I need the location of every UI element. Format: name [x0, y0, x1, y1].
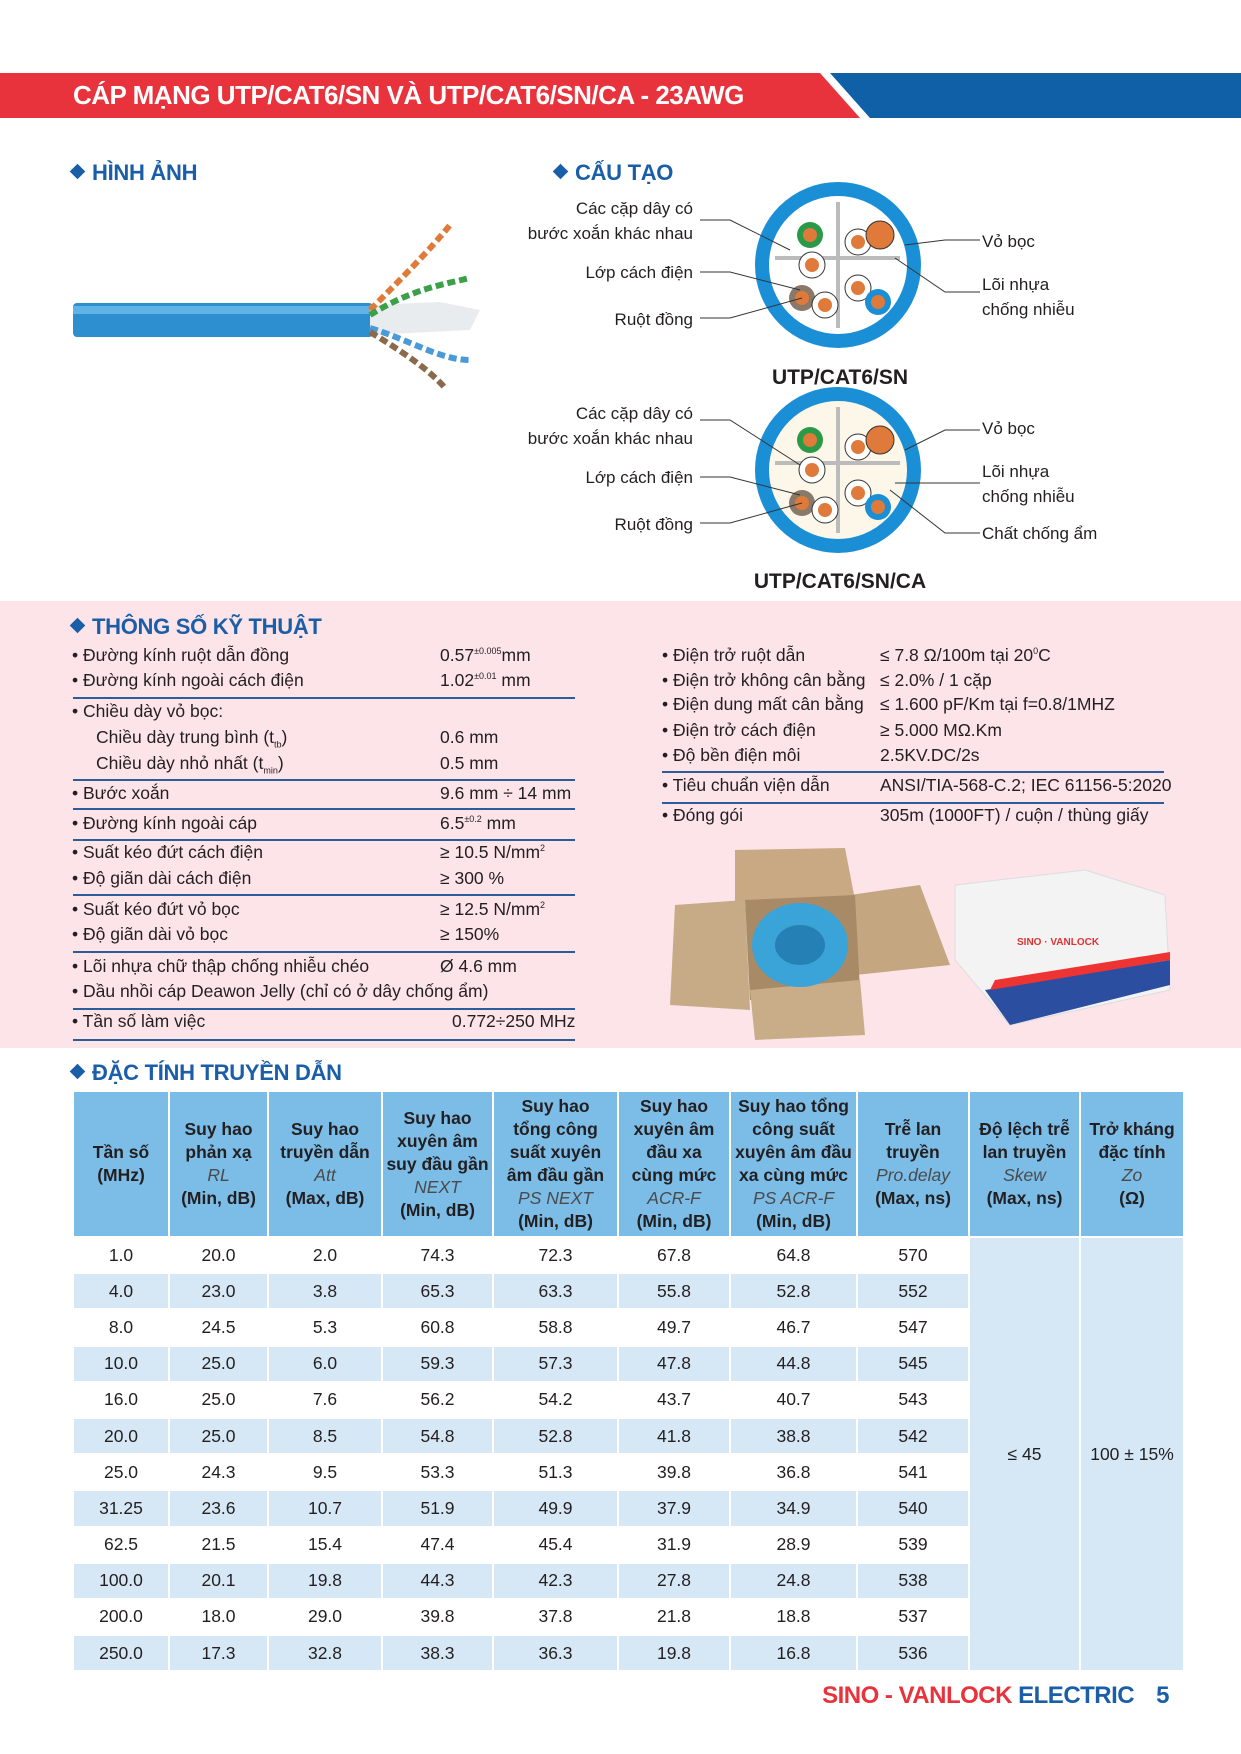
spec-label-text: • Đường kính ruột dẫn đồng: [72, 645, 290, 665]
spec-label: • Điện trở ruột dẫn: [662, 645, 806, 665]
spec-value: [880, 722, 1002, 740]
spec-value-text: 6.5: [440, 813, 465, 833]
spec-label: [72, 815, 257, 833]
table-cell: 20.1: [170, 1564, 267, 1598]
table-cell: 51.9: [383, 1491, 492, 1525]
spec-value-text: 2.5KV.DC/2s: [880, 745, 980, 765]
cable-photo: [70, 210, 490, 390]
table-cell: 20.0: [201, 1244, 236, 1265]
spec-value-text: ≥ 150%: [440, 924, 500, 944]
table-cell: 9.5: [312, 1461, 338, 1482]
header-line: Suy hao: [290, 1119, 360, 1139]
spec-superscript: ±0.01: [474, 671, 497, 682]
table-cell: 8.0: [108, 1316, 134, 1337]
table-cell: 47.4: [420, 1534, 455, 1555]
spec-value: [440, 870, 504, 888]
table-header-cell: [74, 1092, 168, 1236]
header-line: đặc tính: [1098, 1142, 1166, 1162]
header-line: xuyên âm: [633, 1119, 715, 1139]
label-line: chống nhiễu: [982, 487, 1075, 506]
table-cell: 541: [898, 1461, 928, 1482]
header-abbr: RL: [207, 1165, 230, 1185]
header-line: tổng công: [513, 1119, 598, 1139]
table-cell: 23.0: [170, 1274, 267, 1308]
spec-value-text: 305m (1000FT) / cuộn / thùng giấy: [880, 805, 1149, 825]
spec-label: • Điện dung mất cân bằng: [662, 694, 864, 714]
header-line: Độ lệch trễ: [979, 1119, 1070, 1139]
header-abbr: Pro.delay: [876, 1165, 950, 1185]
spec-superscript: ±0.2: [464, 814, 482, 825]
label-line: bước xoắn khác nhau: [527, 224, 693, 243]
label-water-blocking: Chất chống ẩm: [982, 524, 1098, 543]
skew-cell: ≤ 45: [970, 1238, 1079, 1670]
table-cell: 52.8: [494, 1419, 617, 1453]
header-line: Suy hao: [403, 1107, 472, 1128]
spec-value-text: 0.772÷250 MHz: [452, 1011, 576, 1031]
table-cell: 49.9: [494, 1491, 617, 1525]
spec-label: [72, 672, 304, 690]
table-cell: 63.3: [494, 1274, 617, 1308]
table-cell: 39.8: [420, 1606, 455, 1627]
table-cell: 16.8: [731, 1636, 856, 1670]
spec-value-text: 0.6 mm: [440, 727, 499, 747]
header-unit: (Min, dB): [756, 1211, 831, 1231]
label-line: chống nhiễu: [982, 300, 1075, 319]
diamond-bullet-icon: [70, 164, 86, 180]
header-line: Suy hao: [639, 1096, 709, 1116]
header-unit: (Min, dB): [636, 1211, 712, 1231]
label-line: Lõi nhựa: [982, 462, 1050, 481]
table-header-cell: [731, 1092, 856, 1236]
spec-label-end: ): [277, 753, 284, 773]
header-abbr: Skew: [1003, 1165, 1046, 1185]
header-line: Suy hao tổng: [738, 1096, 849, 1116]
table-cell: 36.3: [494, 1636, 617, 1670]
table-cell: 41.8: [619, 1419, 729, 1453]
spec-value: [440, 785, 571, 803]
table-header-cell: [383, 1092, 492, 1236]
header-line: suy đầu gần: [386, 1153, 489, 1174]
spec-value: [440, 755, 498, 773]
table-cell: 537: [898, 1606, 928, 1627]
divider-line: [73, 1039, 575, 1041]
header-line: xuyên âm đầu: [735, 1142, 852, 1162]
spec-value-text: Ø 4.6 mm: [440, 956, 517, 976]
table-cell: 60.8: [420, 1316, 455, 1337]
table-cell: 24.8: [731, 1564, 856, 1598]
header-line: Suy hao: [184, 1119, 253, 1139]
table-cell: 31.25: [74, 1491, 168, 1525]
spec-label: • Độ bền điện môi: [662, 745, 801, 765]
divider-line: [662, 771, 1164, 773]
spec-value: [440, 926, 499, 944]
spec-unit: mm: [496, 670, 531, 690]
table-cell: 200.0: [99, 1606, 143, 1627]
header-abbr: Zo: [1121, 1165, 1143, 1185]
diamond-bullet-icon: [553, 164, 569, 180]
table-header-cell: [269, 1092, 381, 1236]
divider-line: [662, 802, 1164, 804]
title-band-accent: [830, 73, 1241, 118]
table-cell: 52.8: [731, 1274, 856, 1308]
label-jacket: Vỏ bọc: [982, 232, 1035, 251]
divider-line: [73, 839, 575, 841]
table-cell: 552: [858, 1274, 968, 1308]
section-structure-heading: [555, 160, 673, 186]
spec-superscript: ±0.005: [474, 646, 502, 657]
spec-value: [880, 747, 980, 765]
header-line: đầu xa: [646, 1142, 702, 1162]
table-cell: 58.8: [538, 1316, 573, 1337]
spec-label: [72, 703, 223, 721]
table-cell: 5.3: [312, 1316, 338, 1337]
spec-value: [452, 1013, 575, 1031]
spec-label: [96, 729, 287, 750]
table-cell: 543: [898, 1389, 928, 1410]
table-cell: 538: [858, 1564, 968, 1598]
spec-value-text: ≥ 5.000 MΩ.Km: [880, 720, 1002, 740]
table-cell: 54.8: [383, 1419, 492, 1453]
spec-value-text: 0.5 mm: [440, 753, 499, 773]
table-cell: 25.0: [201, 1389, 236, 1410]
spec-label: • Tiêu chuẩn viện dẫn: [662, 775, 830, 795]
diamond-bullet-icon: [70, 618, 86, 634]
table-cell: 250.0: [74, 1636, 168, 1670]
spec-label: [72, 844, 263, 862]
table-cell: 36.8: [776, 1461, 811, 1482]
table-cell: 54.2: [538, 1389, 573, 1410]
table-cell: 21.5: [201, 1534, 236, 1555]
table-cell: 10.0: [74, 1347, 168, 1381]
header-line: Trễ lan: [884, 1119, 942, 1139]
spec-unit: mm: [481, 813, 516, 833]
spec-value-text: ≥ 12.5 N/mm: [440, 899, 541, 919]
table-cell: 25.0: [170, 1347, 267, 1381]
spec-subscript: min: [263, 765, 278, 776]
spec-label: [72, 983, 488, 1001]
table-cell: 47.8: [619, 1347, 729, 1381]
spec-value: [440, 729, 498, 747]
table-cell: 65.3: [383, 1274, 492, 1308]
spec-unit: C: [1038, 645, 1051, 665]
spec-value-text: 0.57: [440, 645, 475, 665]
label-copper-core: Ruột đồng: [614, 515, 693, 534]
table-cell: 67.8: [656, 1244, 692, 1265]
spec-value: [440, 958, 517, 976]
spec-superscript: 0: [1033, 646, 1039, 657]
table-cell: 16.0: [103, 1389, 139, 1410]
spec-value: [440, 672, 531, 690]
header-abbr: Att: [314, 1165, 336, 1185]
header-unit: (Min, dB): [518, 1211, 593, 1231]
brand-blue: ELECTRIC: [1018, 1682, 1135, 1709]
header-line: truyền: [886, 1142, 940, 1162]
brand-red: SINO - VANLOCK: [822, 1682, 1012, 1709]
table-cell: 56.2: [420, 1389, 455, 1410]
label-line: Các cặp dây có: [575, 404, 693, 423]
spec-value: [880, 647, 1051, 665]
impedance-cell: 100 ± 15%: [1081, 1238, 1183, 1670]
table-cell: 34.9: [731, 1491, 856, 1525]
spec-label-text: • Độ giãn dài vỏ bọc: [72, 924, 228, 944]
header-abbr: NEXT: [414, 1176, 461, 1197]
table-cell: 21.8: [656, 1606, 692, 1627]
spec-value: [880, 777, 1172, 795]
divider-line: [73, 951, 575, 953]
spec-subscript: tb: [274, 739, 282, 750]
header-line: Tần số: [92, 1142, 150, 1162]
table-cell: 18.8: [776, 1606, 811, 1627]
spec-value-text: ≥ 300 %: [440, 868, 505, 888]
table-cell: 31.9: [656, 1534, 692, 1555]
section-specs-heading: [72, 614, 322, 640]
packaging-photos: [665, 840, 1185, 1040]
table-cell: 37.9: [619, 1491, 729, 1525]
divider-line: [73, 808, 575, 810]
spec-value-text: ≤ 2.0% / 1 cặp: [880, 670, 992, 690]
table-cell: 2.0: [312, 1244, 338, 1265]
table-cell: 40.7: [776, 1389, 811, 1410]
table-cell: 19.8: [619, 1636, 729, 1670]
table-cell: 23.6: [170, 1491, 267, 1525]
spec-label-end: ): [281, 727, 288, 747]
header-abbr: PS NEXT: [518, 1188, 593, 1208]
table-cell: 545: [858, 1347, 968, 1381]
section-label: ĐẶC TÍNH TRUYỀN DẪN: [92, 1060, 342, 1085]
svg-text:SINO · VANLOCK: SINO · VANLOCK: [1017, 937, 1100, 948]
table-cell: 38.8: [731, 1419, 856, 1453]
spec-label-text: • Lõi nhựa chữ thập chống nhiễu chéo: [72, 956, 370, 976]
label-cross-filler: [982, 276, 1075, 318]
table-header-cell: [1081, 1092, 1183, 1236]
spec-label-text: Chiều dày nhỏ nhất (t: [96, 753, 264, 773]
table-cell: 57.3: [494, 1347, 617, 1381]
table-cell: 38.3: [383, 1636, 492, 1670]
cable-cross-section-sn: [690, 180, 990, 350]
header-unit: (Min, dB): [181, 1188, 256, 1208]
table-cell: 6.0: [269, 1347, 381, 1381]
table-cell: 49.7: [656, 1316, 692, 1337]
spec-label: • Điện trở không cân bằng: [662, 670, 866, 690]
section-label: CẤU TẠO: [575, 160, 674, 185]
section-transmission-heading: [72, 1060, 342, 1086]
spec-value-text: ANSI/TIA-568-C.2; IEC 61156-5:2020: [880, 775, 1172, 795]
spec-label: [72, 901, 240, 919]
label-jacket: Vỏ bọc: [982, 419, 1035, 438]
spec-value: [880, 807, 1148, 825]
divider-line: [73, 894, 575, 896]
label-line: bước xoắn khác nhau: [527, 429, 693, 448]
table-cell: 8.5: [269, 1419, 381, 1453]
page-title: CÁP MẠNG UTP/CAT6/SN VÀ UTP/CAT6/SN/CA - 23AWG: [73, 80, 744, 110]
header-line: xuyên âm: [397, 1130, 478, 1151]
table-cell: 51.3: [538, 1461, 573, 1482]
header-line: cùng mức: [631, 1165, 717, 1185]
table-header-cell: [494, 1092, 617, 1236]
table-cell: 570: [898, 1244, 928, 1265]
spec-label-text: • Chiều dày vỏ bọc:: [72, 701, 224, 721]
table-cell: 39.8: [656, 1461, 692, 1482]
header-abbr: ACR-F: [647, 1188, 701, 1208]
spec-label-text: Chiều dày trung bình (t: [96, 727, 275, 747]
spec-value-text: ≥ 10.5 N/mm: [440, 842, 541, 862]
spec-label-text: • Đường kính ngoài cáp: [72, 813, 257, 833]
header-unit: (Max, ns): [875, 1188, 951, 1208]
table-cell: 24.3: [201, 1461, 236, 1482]
table-cell: 29.0: [307, 1606, 343, 1627]
table-cell: 64.8: [776, 1244, 811, 1265]
table-cell: 59.3: [383, 1347, 492, 1381]
header-line: (MHz): [97, 1165, 145, 1185]
table-cell: 542: [858, 1419, 968, 1453]
table-cell: 1.0: [108, 1244, 134, 1265]
spec-superscript: 2: [540, 900, 546, 911]
table-cell: 539: [898, 1534, 928, 1555]
table-cell: 44.8: [731, 1347, 856, 1381]
header-line: Suy hao: [521, 1096, 590, 1116]
divider-line: [73, 1008, 575, 1010]
table-cell: 44.3: [383, 1564, 492, 1598]
table-cell: 15.4: [307, 1534, 343, 1555]
table-cell: 74.3: [420, 1244, 455, 1265]
header-line: công suất: [752, 1119, 835, 1139]
spec-label-text: • Dầu nhồi cáp Deawon Jelly (chỉ có ở dây chống ẩm): [72, 981, 489, 1001]
label-insulation: Lớp cách điện: [585, 468, 693, 487]
table-cell: 25.0: [103, 1461, 139, 1482]
table-header-cell: [170, 1092, 267, 1236]
table-header-cell: [858, 1092, 968, 1236]
spec-superscript: 2: [540, 843, 546, 854]
table-cell: 37.8: [538, 1606, 573, 1627]
header-line: suất xuyên: [509, 1142, 602, 1162]
table-cell: 536: [858, 1636, 968, 1670]
header-line: lan truyền: [982, 1142, 1067, 1162]
spec-label: [72, 785, 169, 803]
header-line: Trở kháng: [1089, 1119, 1175, 1139]
table-cell: 19.8: [269, 1564, 381, 1598]
table-cell: 4.0: [74, 1274, 168, 1308]
table-cell: 72.3: [538, 1244, 573, 1265]
label-insulation: Lớp cách điện: [585, 263, 693, 282]
header-line: truyền dẫn: [280, 1142, 370, 1162]
label-twisted-pairs: [528, 405, 693, 447]
table-cell: 100.0: [74, 1564, 168, 1598]
spec-label: [72, 1013, 205, 1031]
spec-label: [72, 870, 251, 888]
page-number: 5: [1156, 1682, 1169, 1709]
table-cell: 7.6: [312, 1389, 338, 1410]
table-cell: 18.0: [201, 1606, 236, 1627]
spec-value: [440, 901, 545, 919]
spec-unit: mm: [501, 645, 531, 665]
spec-label: [72, 926, 228, 944]
label-cross-filler: [982, 463, 1075, 505]
spec-label-text: • Suất kéo đứt cách điện: [72, 842, 264, 862]
spec-label-text: • Suất kéo đứt vỏ bọc: [72, 899, 240, 919]
spec-value: [880, 672, 992, 690]
transmission-table: [72, 1090, 1185, 1672]
table-cell: 10.7: [269, 1491, 381, 1525]
diagram-caption-sn: UTP/CAT6/SN: [771, 366, 909, 389]
divider-line: [73, 697, 575, 699]
table-row: [74, 1238, 1183, 1272]
label-copper-core: Ruột đồng: [614, 310, 693, 329]
divider-line: [73, 779, 575, 781]
header-unit: (Min, dB): [400, 1199, 475, 1220]
spec-label-text: • Tần số làm việc: [72, 1011, 206, 1031]
table-cell: 42.3: [494, 1564, 617, 1598]
spec-value: [440, 647, 531, 665]
table-cell: 32.8: [269, 1636, 381, 1670]
header-abbr: PS ACR-F: [752, 1188, 835, 1208]
table-cell: 3.8: [269, 1274, 381, 1308]
header-line: âm đầu gần: [506, 1165, 605, 1185]
spec-label-text: • Đường kính ngoài cách điện: [72, 670, 304, 690]
spec-label: [96, 755, 284, 776]
header-unit: (Max, dB): [285, 1188, 365, 1208]
label-line: Các cặp dây có: [575, 199, 693, 218]
footer-brand: [822, 1682, 1169, 1710]
spec-label: [72, 647, 289, 665]
diagram-caption-sn-ca: UTP/CAT6/SN/CA: [753, 570, 927, 593]
spec-value: [440, 844, 545, 862]
label-twisted-pairs: [528, 200, 693, 242]
table-cell: 53.3: [420, 1461, 455, 1482]
header-unit: (Ω): [1119, 1188, 1145, 1208]
spec-value: [880, 696, 1115, 714]
table-cell: 540: [858, 1491, 968, 1525]
table-cell: 547: [898, 1316, 928, 1337]
header-line: phản xạ: [185, 1142, 252, 1162]
table-cell: 43.7: [656, 1389, 692, 1410]
table-cell: 28.9: [776, 1534, 811, 1555]
table-cell: 45.4: [538, 1534, 573, 1555]
section-label: THÔNG SỐ KỸ THUẬT: [92, 614, 322, 639]
table-cell: 17.3: [170, 1636, 267, 1670]
table-cell: 27.8: [619, 1564, 729, 1598]
header-line: xa cùng mức: [739, 1165, 848, 1185]
spec-label: • Đóng gói: [662, 805, 744, 825]
table-cell: 55.8: [619, 1274, 729, 1308]
spec-value-text: 9.6 mm ÷ 14 mm: [440, 783, 572, 803]
spec-value-text: ≤ 7.8 Ω/100m tại 20: [880, 645, 1034, 665]
diamond-bullet-icon: [70, 1064, 86, 1080]
spec-value-text: ≤ 1.600 pF/Km tại f=0.8/1MHZ: [880, 694, 1115, 714]
table-header-cell: [619, 1092, 729, 1236]
table-cell: 20.0: [74, 1419, 168, 1453]
section-image-heading: [72, 160, 197, 186]
spec-value: [440, 815, 516, 833]
table-header-cell: [970, 1092, 1079, 1236]
table-cell: 62.5: [103, 1534, 139, 1555]
spec-label-text: • Bước xoắn: [72, 783, 170, 803]
table-cell: 25.0: [170, 1419, 267, 1453]
section-label: HÌNH ẢNH: [92, 160, 198, 185]
table-cell: 46.7: [776, 1316, 811, 1337]
spec-value-text: 1.02: [440, 670, 475, 690]
header-unit: (Max, ns): [986, 1188, 1063, 1208]
table-cell: 24.5: [201, 1316, 236, 1337]
cable-cross-section-sn-ca: [690, 385, 990, 565]
spec-label: [72, 958, 369, 976]
label-line: Lõi nhựa: [982, 275, 1050, 294]
spec-label-text: • Độ giãn dài cách điện: [72, 868, 252, 888]
spec-label: • Điện trở cách điện: [662, 720, 816, 740]
